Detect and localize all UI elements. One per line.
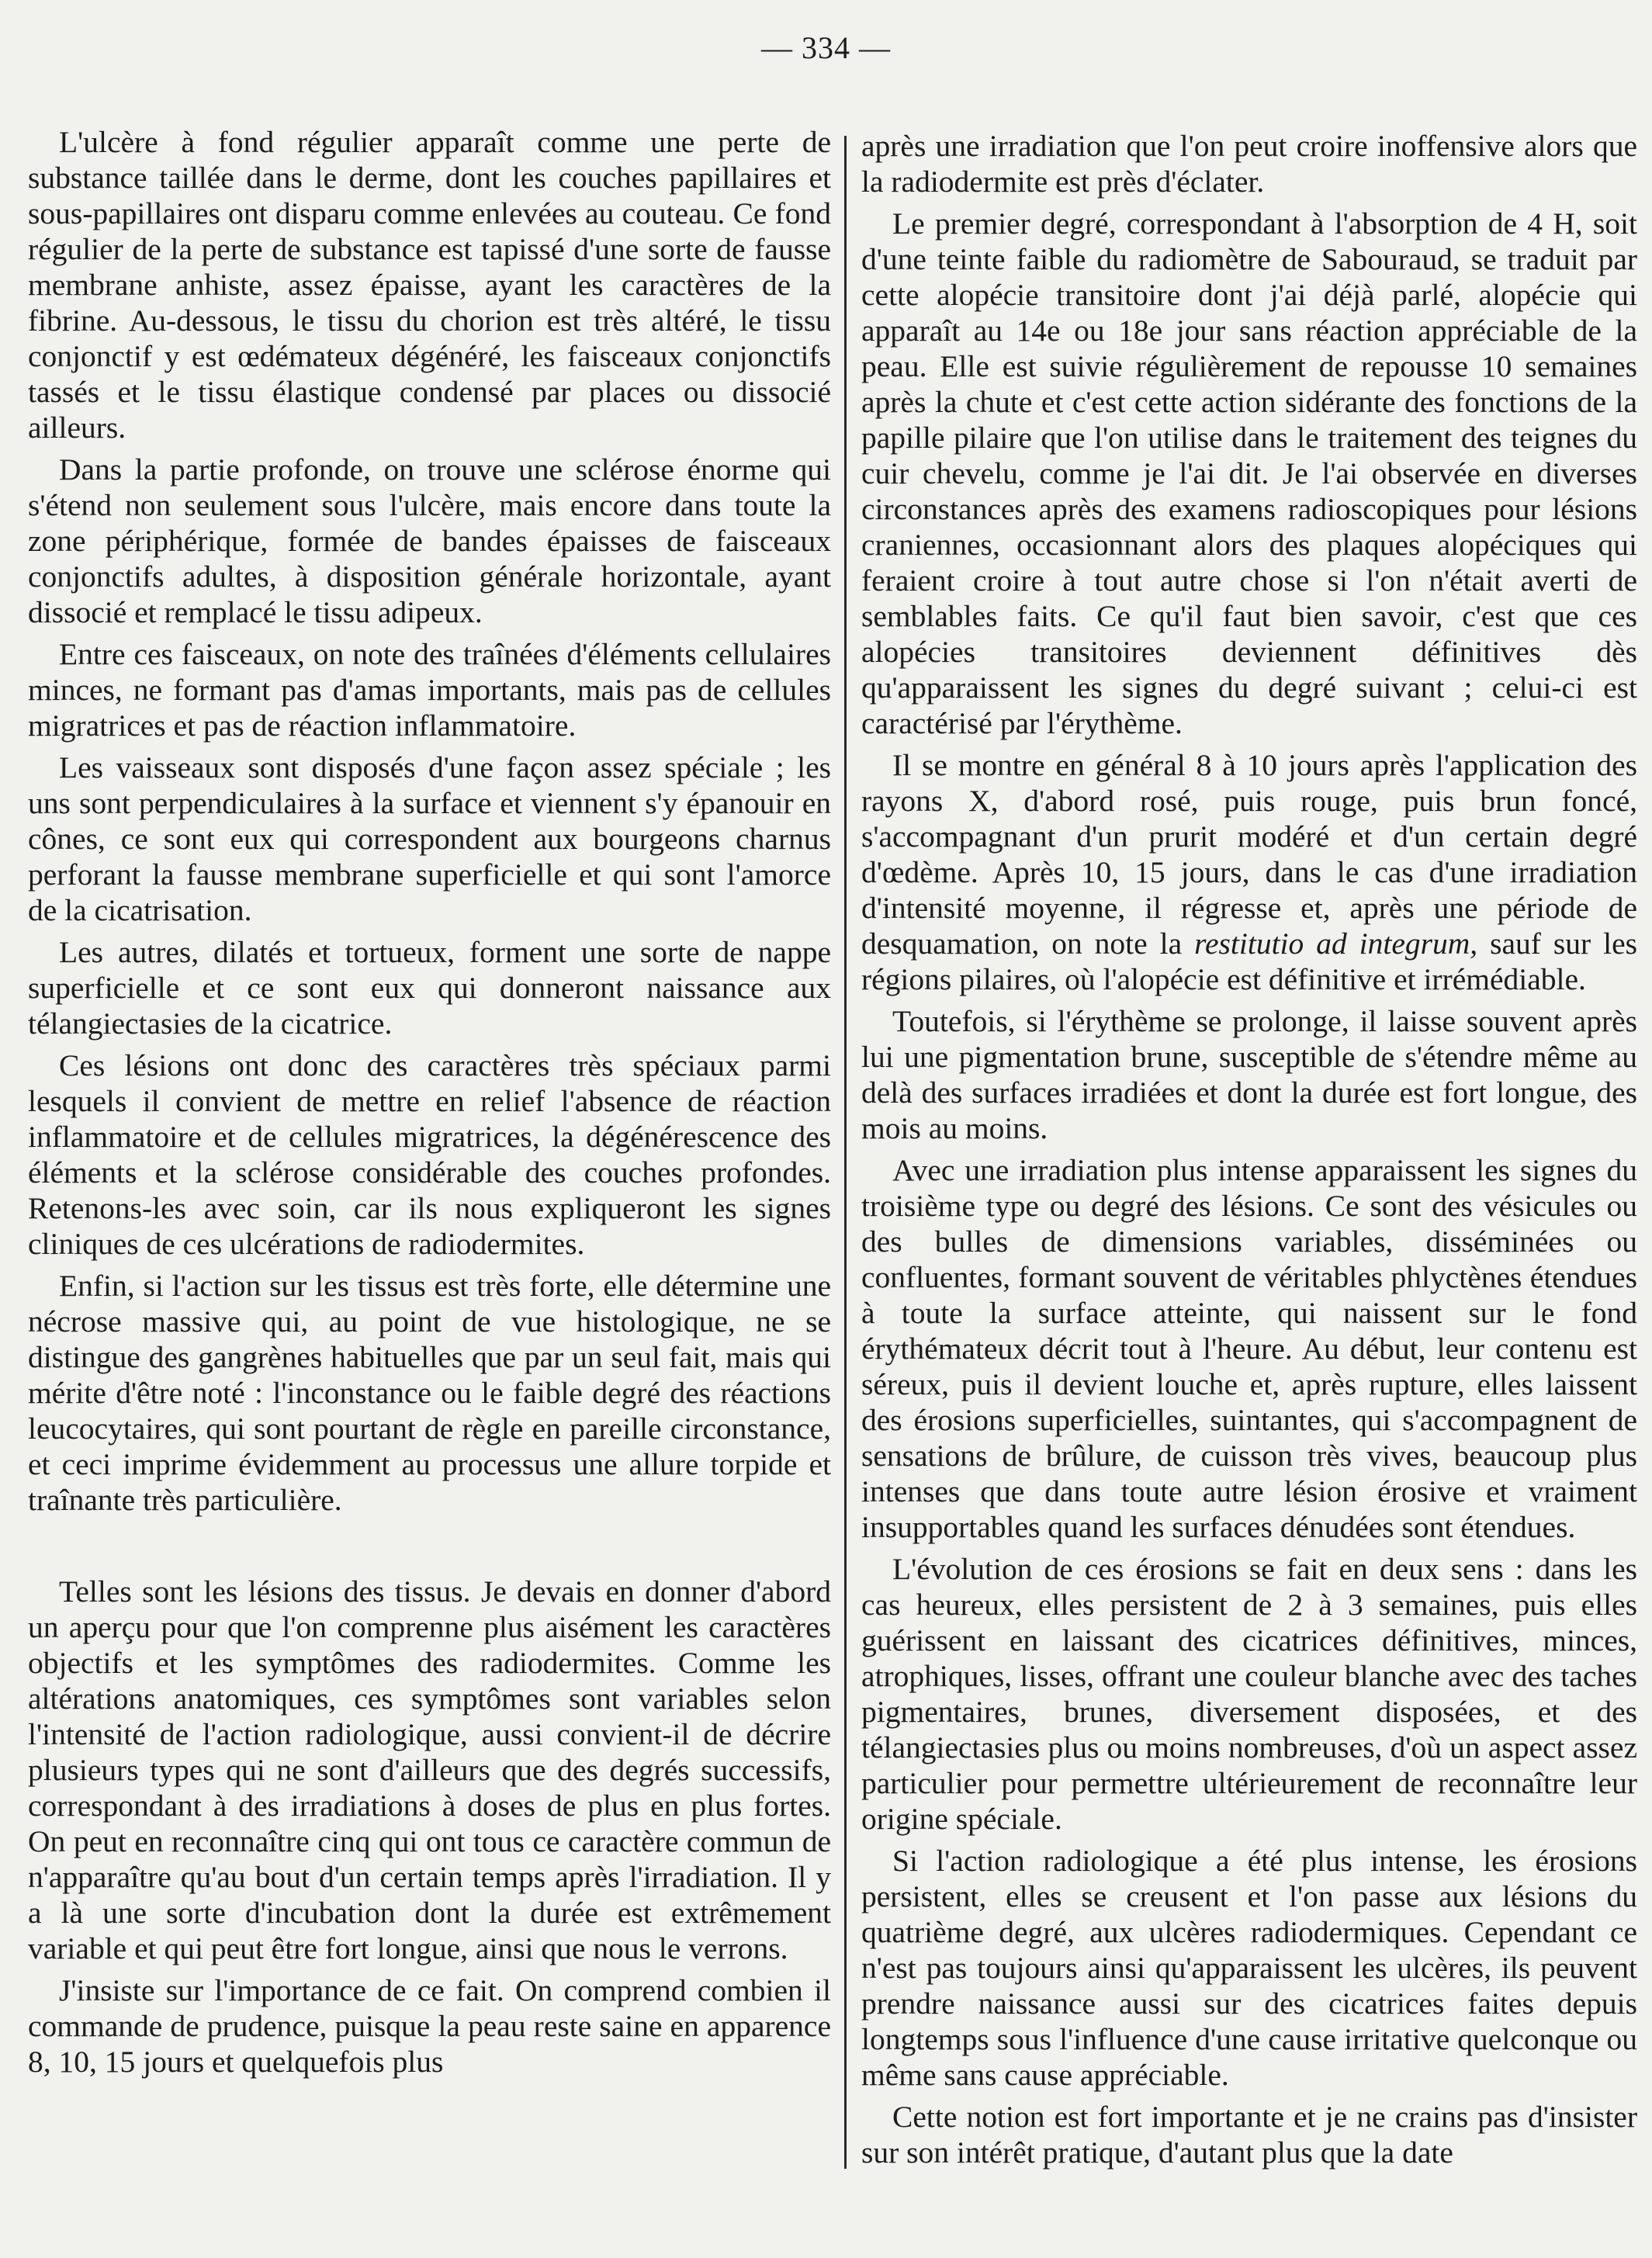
paragraph: Dans la partie profonde, on trouve une sclérose énorme qui s'étend non seulement sous l'ulcère, mais encore dans toute la zone périphérique, formée de bandes épaisses de faisceaux conjonctifs adultes, à disposition générale horizontale, ayant dissocié et remplacé le tissu adipeux.	[28, 452, 831, 629]
left-column	[28, 124, 831, 2086]
paragraph	[861, 747, 1637, 997]
paragraph: Avec une irradiation plus intense apparaissent les signes du troisième type ou degré des lésions. Ce sont des vésicules ou des bulles de dimensions variables, disséminées ou confluentes, formant souvent de véritables phlyctènes étendues à toute la surface atteinte, qui naissent sur le fond érythémateux décrit tout à l'heure. Au début, leur contenu est séreux, puis il devient louche et, après rupture, elles laissent des érosions superficielles, suintantes, qui s'accompagnent de sensations de brûlure, de cuisson très vives, beaucoup plus intenses que dans toute autre lésion érosive et vraiment insupportables quand les surfaces dénudées sont étendues.	[861, 1153, 1637, 1544]
paragraph: L'évolution de ces érosions se fait en deux sens : dans les cas heureux, elles persistent de 2 à 3 semaines, puis elles guérissent en laissant des cicatrices définitives, minces, atrophiques, lisses, offrant une couleur blanche avec des taches pigmentaires, brunes, diversement disposées, et des télangiectasies plus ou moins nombreuses, d'où un aspect assez particulier pour permettre ultérieurement de reconnaître leur origine spéciale.	[861, 1552, 1637, 1836]
page-number: — 334 —	[761, 30, 891, 65]
column-divider	[844, 136, 847, 2169]
paragraph: Ces lésions ont donc des caractères très spéciaux parmi lesquels il convient de mettre en relief l'absence de réaction inflammatoire et de cellules migratrices, la dégénérescence des éléments et la sclérose considérable des couches profondes. Retenons-les avec soin, car ils nous expliqueront les signes cliniques de ces ulcérations de radiodermites.	[28, 1048, 831, 1261]
paragraph-text: sauf sur les régions pilaires, où l'alopécie est définitive et irrémédiable.	[861, 926, 1638, 996]
paragraph: Cette notion est fort importante et je ne crains pas d'insister sur son intérêt pratique, d'autant plus que la date	[861, 2100, 1637, 2170]
right-column	[861, 128, 1637, 2177]
paragraph: J'insiste sur l'importance de ce fait. On comprend combien il commande de prudence, puisque la peau reste saine en apparence 8, 10, 15 jours et quelquefois plus	[28, 1973, 831, 2079]
paragraph: Toutefois, si l'érythème se prolonge, il laisse souvent après lui une pigmentation brune, susceptible de s'étendre même au delà des surfaces irradiées et dont la durée est fort longue, des mois au moins.	[861, 1004, 1637, 1145]
paragraph: Entre ces faisceaux, on note des traînées d'éléments cellulaires minces, ne formant pas d'amas importants, mais pas de cellules migratrices et pas de réaction inflammatoire.	[28, 637, 831, 743]
paragraph: Enfin, si l'action sur les tissus est très forte, elle détermine une nécrose massive qui, au point de vue histologique, ne se distingue des gangrènes habituelles que par un seul fait, mais qui mérite d'être noté : l'inconstance ou le faible degré des réactions leucocytaires, qui sont pourtant de règle en pareille circonstance, et ceci imprime évidemment au processus une allure torpide et traînante très particulière.	[28, 1269, 831, 1517]
paragraph: Si l'action radiologique a été plus intense, les érosions persistent, elles se creusent et l'on passe aux lésions du quatrième degré, aux ulcères radiodermiques. Cependant ce n'est pas toujours ainsi qu'apparaissent les ulcères, ils peuvent prendre naissance aussi sur des cicatrices faites depuis longtemps sous l'influence d'une cause irritative quelconque ou même sans cause appréciable.	[861, 1844, 1637, 2092]
paragraph: Le premier degré, correspondant à l'absorption de 4 H, soit d'une teinte faible du radiomètre de Sabouraud, se traduit par cette alopécie transitoire dont j'ai déjà parlé, alopécie qui apparaît au 14e ou 18e jour sans réaction appréciable de la peau. Elle est suivie régulièrement de repousse 10 semaines après la chute et c'est cette action sidérante des fonctions de la papille pilaire que l'on utilise dans le traitement des teignes du cuir chevelu, comme je l'ai dit. Je l'ai observée en diverses circonstances après des examens radioscopiques pour lésions craniennes, occasionnant alors des plaques alopéciques qui feraient croire à tout autre chose si l'on n'était averti de semblables faits. Ce qu'il faut bien savoir, c'est que ces alopécies transitoires deviennent définitives dès qu'apparaissent les signes du degré suivant ; celui-ci est caractérisé par l'érythème.	[861, 206, 1637, 740]
paragraph: Telles sont les lésions des tissus. Je devais en donner d'abord un aperçu pour que l'on comprenne plus aisément les caractères objectifs et les symptômes des radiodermites. Comme les altérations anatomiques, ces symptômes sont variables selon l'intensité de l'action radiologique, aussi convient-il de décrire plusieurs types qui ne sont d'ailleurs que des degrés successifs, correspondant à des irradiations à doses de plus en plus fortes. On peut en reconnaître cinq qui ont tous ce caractère commun de n'apparaître qu'au bout d'un certain temps après l'irradiation. Il y a là une sorte d'incubation dont la durée est extrêmement variable et qui peut être fort longue, ainsi que nous le verrons.	[28, 1574, 831, 1965]
latin-phrase: restitutio ad integrum,	[1194, 926, 1478, 961]
paragraph-text: Il se montre en général 8 à 10 jours après l'application des rayons X, d'abord rosé, puis rouge, puis brun foncé, s'accompagnant d'un prurit modéré et d'un certain degré d'œdème. Après 10, 15 jours, dans le cas d'une irradiation d'intensité moyenne, il régresse et, après une période de desquamation, on note la	[861, 748, 1637, 961]
paragraph: L'ulcère à fond régulier apparaît comme une perte de substance taillée dans le derme, dont les couches papillaires et sous-papillaires ont disparu comme enlevées au couteau. Ce fond régulier de la perte de substance est tapissé d'une sorte de fausse membrane anhiste, assez épaisse, ayant les caractères de la fibrine. Au-dessous, le tissu du chorion est très altéré, le tissu conjonctif y est œdémateux dégénéré, les faisceaux conjonctifs tassés et le tissu élastique condensé par places ou dissocié ailleurs.	[28, 125, 831, 445]
paragraph: après une irradiation que l'on peut croire inoffensive alors que la radiodermite est près d'éclater.	[861, 129, 1637, 199]
paragraph: Les autres, dilatés et tortueux, forment une sorte de nappe superficielle et ce sont eux qui donneront naissance aux télangiectasies de la cicatrice.	[28, 935, 831, 1041]
paragraph: Les vaisseaux sont disposés d'une façon assez spéciale ; les uns sont perpendiculaires à la surface et viennent s'y épanouir en cônes, ce sont eux qui correspondent aux bourgeons charnus perforant la fausse membrane superficielle et qui sont l'amorce de la cicatrisation.	[28, 750, 831, 927]
